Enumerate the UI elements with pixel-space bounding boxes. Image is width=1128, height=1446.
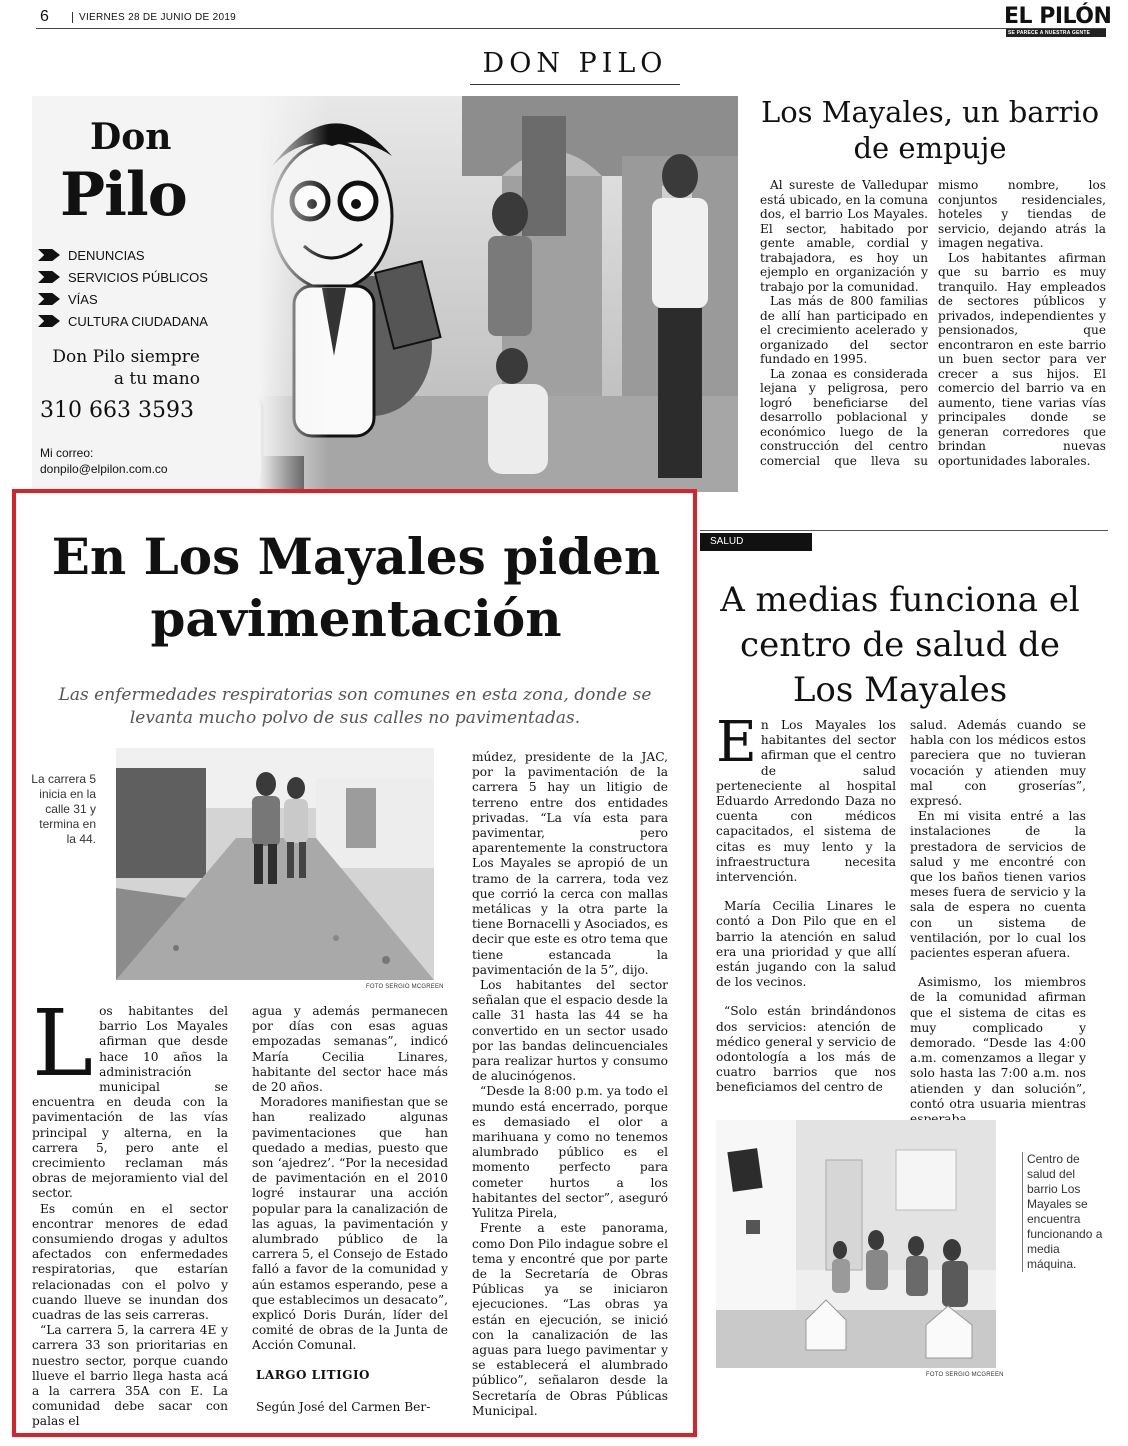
don-pilo-title-pilo: Pilo — [60, 160, 187, 230]
contact-mail-label: Mi correo: — [40, 446, 94, 460]
paragraph: múdez, presidente de la JAC, por la pavimentación de la carrera 5 hay un litigio de terreno entre dos entidades privadas. “La vía esta para pavimentar, pero aparentemente la constructora Los Mayales se apropió de un tramo de la carrera, toda vez que corrió la cerca con mallas metálicas y la otra parte la tiene Bornacelli y Asociados, es decir que este es otro tema que tiene estancada la pavimentación de la 5”, dijo. — [472, 750, 668, 977]
paragraph: n Los Mayales los habitantes del sector afirman que el centro de salud perteneciente al hospital Eduardo Arredondo Daza no cuenta con médicos capacitados, el sistema de citas es muy lento y la infraestructura necesita intervención. — [716, 718, 896, 885]
main-subheadline: Las enfermedades respiratorias son comunes en esta zona, donde se levanta mucho polvo de sus calles no pavimentadas. — [58, 685, 652, 728]
topic-item: DENUNCIAS — [38, 244, 208, 266]
paragraph: Moradores manifiestan que se han realizado algunas pavimentaciones que han quedado a medias, puesto que son ‘ajedrez’. “Por la necesidad de pavimentación en el 2010 logré instaurar una acción popular para la canalización de las aguas, la pavimentación y alumbrado público de la carrera 5, el Consejo de Estado falló a favor de la comunidad y aún estamos esperando, pese a que establecimos un desacato”, explicó Doris Durán, líder del comité de obras de la Junta de Acción Comunal. — [252, 1095, 448, 1353]
salud-column-1 — [716, 710, 896, 1096]
topic-item: SERVICIOS PÚBLICOS — [38, 266, 208, 288]
paragraph: Frente a este panorama, como Don Pilo indague sobre el tema y encontré que por parte de la Secretaría de Obras Públicas ya se iniciaron ejecuciones. “Las obras ya están en ejecución, se inició con la canalización de las aguas para luego pavimentar y se establecerá el alumbrado público”, señalaron desde la Secretaría de Obras Públicas Municipal. — [472, 1221, 668, 1418]
contact-mail[interactable]: donpilo@elpilon.com.co — [40, 462, 168, 476]
health-center-photo — [716, 1120, 996, 1368]
don-pilo-slogan: Don Pilo siempre a tu mano — [52, 347, 200, 389]
salud-section-rule — [700, 530, 1108, 531]
photo-caption: Centro de salud del barrio Los Mayales se encuentra funcionando a media máquina. — [1022, 1152, 1106, 1272]
street-photo — [116, 748, 434, 980]
arrow-icon — [38, 293, 60, 305]
paragraph: María Cecilia Linares le contó a Don Pilo que en el barrio la atención en salud era una prioridad y que allí están jugando con la salud de los vecinos. — [716, 899, 896, 990]
drop-cap: E — [716, 710, 757, 775]
subhead: LARGO LITIGIO — [256, 1368, 371, 1382]
don-pilo-topics — [38, 244, 208, 332]
salud-headline: A medias funciona el centro de salud de Los Mayales — [720, 580, 1080, 710]
paragraph: agua y además permanecen por días con esas aguas empozadas semanas”, indicó María Cecilia Linares, habitante del sector hace más de 20 años. — [252, 1004, 448, 1095]
main-story-column-2 — [252, 1004, 448, 1354]
paragraph: Los habitantes afirman que su barrio es muy tranquilo. Hay empleados de sectores públicos y privados, independientes y pensionados, que encontraron en este barrio un buen sector para ver crecer a sus hijos. El comercio del barrio va en aumento, tiene varias vías principales donde se generan corredores que brindan nuevas oportunidades laborales. — [938, 250, 1106, 468]
drop-cap: L — [32, 990, 94, 1097]
paragraph: Las más de 800 familias de allí han participado en el crecimiento acelerado y organizado del sector fundado en 1995. — [760, 294, 928, 366]
contact-phone: 310 663 3593 — [40, 398, 194, 423]
logo-tagline: SE PARECE A NUESTRA GENTE — [1006, 29, 1106, 37]
don-pilo-title-don: Don — [90, 116, 172, 158]
main-story-column-3 — [472, 750, 668, 1419]
paragraph: Al sureste de Valledupar está ubicado, en la comuna dos, el barrio Los Mayales. El sector, habitado por gente amable, cordial y trabajadora, es hoy un ejemplo en organización y trabajo por la comunidad. — [760, 178, 928, 294]
paragraph: “Desde la 8:00 p.m. ya todo el mundo está encerrado, porque es demasiado el olor a marihuana y como no tenemos alumbrado público es el momento perfecto para cometer hurtos a los habitantes del sector”, aseguró Yulitza Pirela, — [472, 1084, 668, 1221]
paragraph: La zonaa es considerada lejana y peligrosa, pero logró beneficiarse del desarrollo poblacional y económico luego de la construcción del centro comercial que lleva su mismo nombre, los conjuntos residenciales, hoteles y tiendas de servicio, dejando atrás la imagen negativa. — [760, 178, 1106, 468]
section-title: DON PILO — [482, 48, 668, 79]
topic-item: VÍAS — [38, 288, 208, 310]
arrow-icon — [38, 315, 60, 327]
paragraph: “Solo están brindándonos dos servicios: atención de médico general y servicio de odontología a los más de cuatro barrios que nos beneficiamos del centro de — [716, 1004, 896, 1095]
sidebar-story-title: Los Mayales, un barrio de empuje — [760, 95, 1100, 165]
paragraph: En mi visita entré a las instalaciones de la prestadora de servicios de salud y me encontré con que los baños tienen varios meses fuera de servicio y la sala de espera no cuenta con un sistema de ventilación, por lo cual los pacientes esperan afuera. — [910, 809, 1086, 961]
dirt-road-illustration — [116, 748, 434, 980]
arrow-icon — [38, 249, 60, 261]
paragraph: salud. Además cuando se habla con los médicos estos pareciera que no tuvieran vocación y atienden muy mal con groserías”, expresó. — [910, 718, 1086, 809]
issue-date: VIERNES 28 DE JUNIO DE 2019 — [72, 12, 236, 23]
page-number: 6 — [40, 8, 49, 25]
photo-credit: FOTO SERGIO MCGREEN — [366, 984, 444, 990]
main-story-column-1 — [32, 990, 228, 1430]
section-tag: SALUD — [700, 533, 812, 551]
paragraph: Asimismo, los miembros de la comunidad afirman que el sistema de citas es muy complicado y demorado. “Desde las 4:00 a.m. comenzamos a llegar y solo hasta las 7:00 a.m. nos atienden y dan solución”, contó otra usuaria mientras — [910, 975, 1086, 1111]
section-title-rule — [470, 84, 680, 85]
paragraph: os habitantes del barrio Los Mayales afirman que desde hace 10 años la administración municipal se encuentra en deuda con la pavimentación de las vías principal y alterna, en la carrera 5, pero ante el crecimiento reclaman más obras de mejoramiento vial del sector. — [32, 1004, 228, 1201]
header-rule — [36, 28, 1106, 29]
paragraph: Es común en el sector encontrar menores de edad consumiendo drogas y adultos afectados con enfermedades respiratorias, que estarían relacionadas con el polvo y cuando llueve se inundan dos cuadras de las seis carreras. — [32, 1201, 228, 1323]
main-headline: En Los Mayales piden pavimentación — [51, 527, 661, 648]
arrow-icon — [38, 271, 60, 283]
newspaper-logo: EL PILÓN — [1004, 4, 1112, 29]
paragraph: Según José del Carmen Ber- — [256, 1400, 431, 1414]
salud-column-2 — [910, 718, 1086, 1127]
sidebar-story-body — [760, 178, 1106, 496]
paragraph: Los habitantes del sector señalan que el espacio desde la calle 31 hasta las 44 se ha convertido en un sector usado por las bandas delincuenciales para realizar hurtos y consumo de alucinógenos. — [472, 978, 668, 1084]
waiting-room-illustration — [716, 1120, 996, 1368]
topic-item: CULTURA CIUDADANA — [38, 310, 208, 332]
photo-credit: FOTO SERGIO MCGREEN — [926, 1372, 1004, 1378]
photo-caption: La carrera 5 inicia en la calle 31 y termina en la 44. — [31, 772, 96, 846]
paragraph: “La carrera 5, la carrera 4E y carrera 33 son prioritarias en nuestro sector, porque cuando llueve el barrio llega hasta acá a la carrera 35A con E. La comunidad debe sacar con palas el — [32, 1323, 228, 1429]
